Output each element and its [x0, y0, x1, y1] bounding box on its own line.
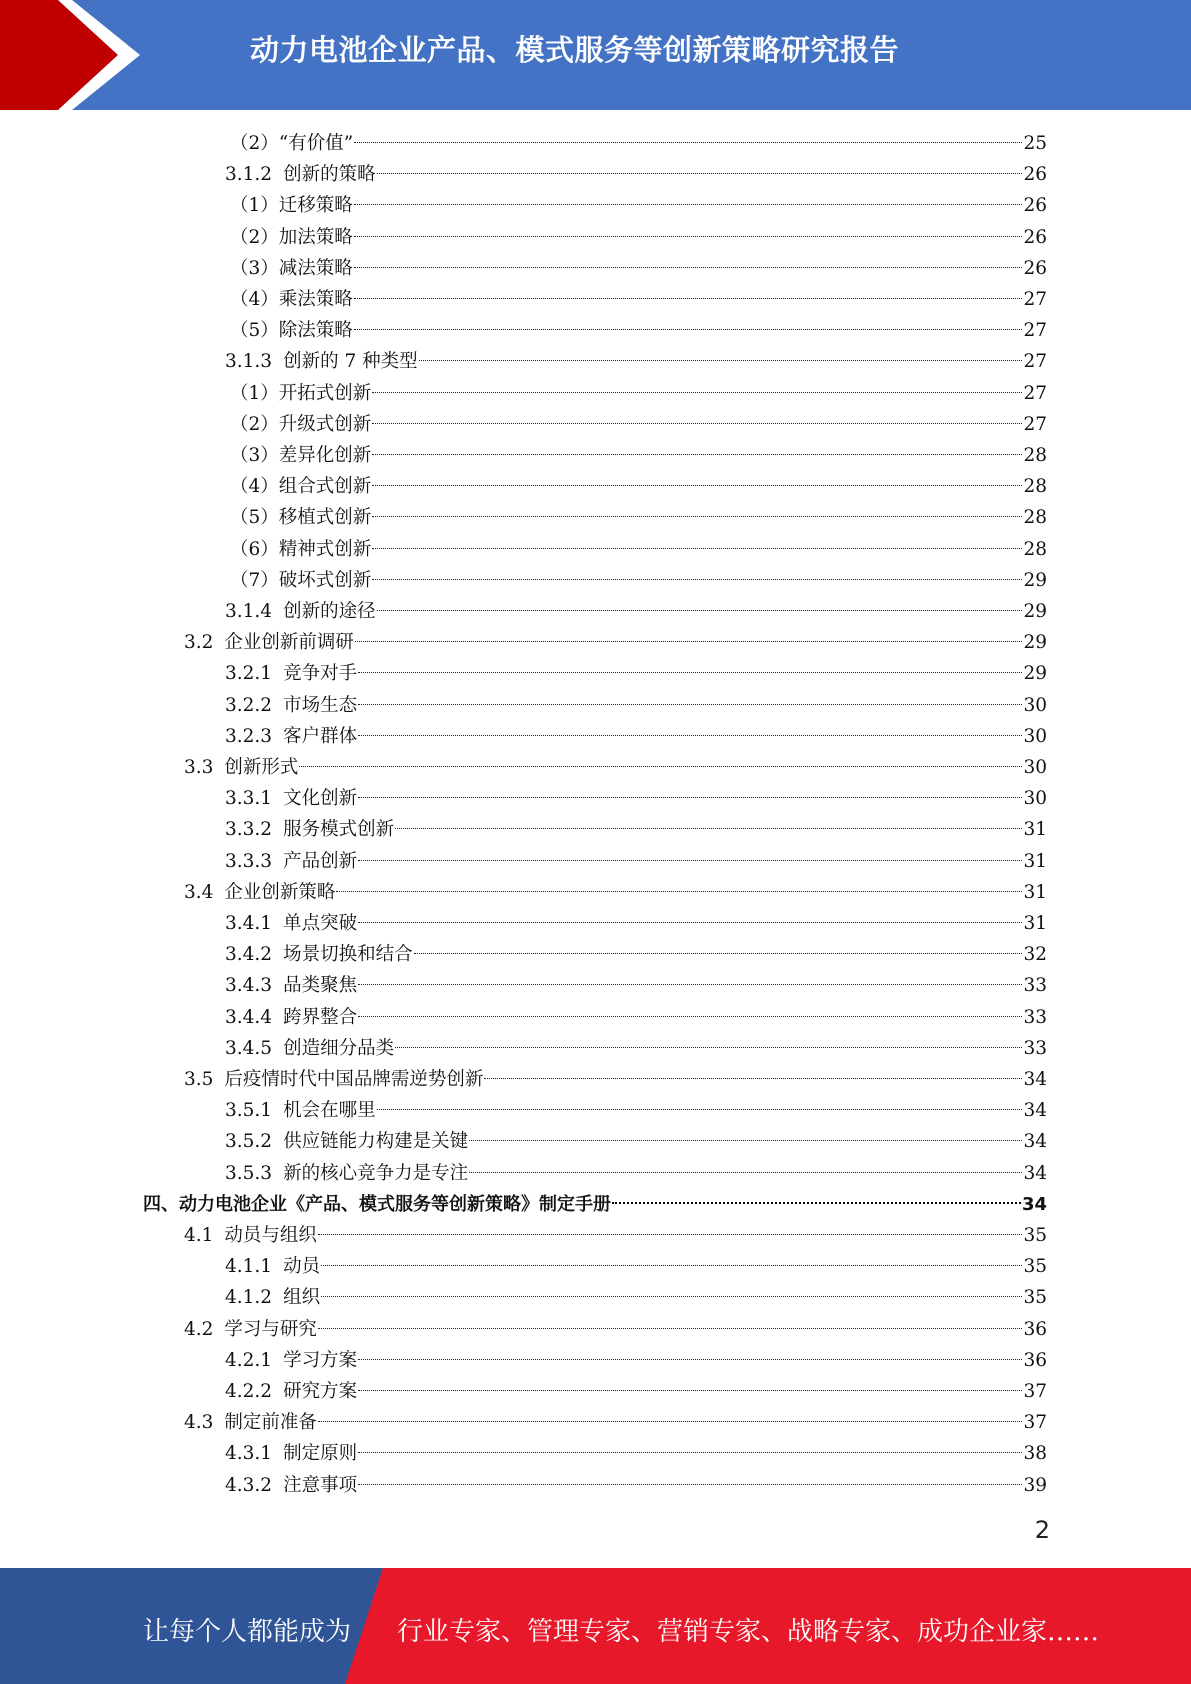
toc-dot-leader — [318, 1234, 1023, 1235]
toc-entry[interactable] — [225, 346, 1047, 377]
toc-entry-page: 38 — [1023, 1443, 1047, 1464]
toc-entry-title: 创新形式 — [224, 757, 299, 778]
toc-entry-number: （2）升级式创新 — [230, 414, 372, 435]
toc-entry-page: 25 — [1023, 133, 1047, 154]
toc-entry-number: 3.4 — [184, 882, 214, 903]
toc-entry-page: 28 — [1023, 445, 1047, 466]
toc-dot-leader — [318, 1328, 1023, 1329]
toc-entry-title: 动员 — [283, 1256, 321, 1277]
toc-dot-leader — [372, 454, 1022, 455]
toc-entry[interactable] — [230, 284, 1047, 315]
toc-dot-leader — [321, 1265, 1022, 1266]
toc-entry-title: 品类聚焦 — [283, 975, 358, 996]
toc-dot-leader — [372, 485, 1022, 486]
toc-entry-page: 35 — [1023, 1225, 1047, 1246]
toc-entry[interactable] — [184, 1314, 1047, 1345]
toc-dot-leader — [484, 1078, 1022, 1079]
toc-entry-number: （3）减法策略 — [230, 258, 353, 279]
toc-dot-leader — [395, 1047, 1022, 1048]
toc-entry-number: 4.3.1 — [225, 1443, 273, 1464]
toc-entry-number: （1）迁移策略 — [230, 195, 353, 216]
toc-entry-title: 服务模式创新 — [283, 819, 395, 840]
toc-entry-number: 3.2.2 — [225, 695, 273, 716]
toc-entry-number: 3.4.2 — [225, 944, 273, 965]
toc-dot-leader — [299, 766, 1022, 767]
toc-dot-leader — [358, 922, 1022, 923]
toc-entry[interactable] — [225, 1376, 1047, 1407]
toc-entry[interactable] — [225, 1033, 1047, 1064]
toc-entry-page: 34 — [1023, 1131, 1047, 1152]
toc-entry-title: 企业创新策略 — [224, 882, 336, 903]
toc-entry[interactable] — [225, 814, 1047, 845]
toc-entry-page: 33 — [1023, 975, 1047, 996]
toc-entry-number: 3.2 — [184, 632, 214, 653]
page-header — [0, 0, 1191, 110]
toc-entry-page: 30 — [1023, 788, 1047, 809]
toc-entry-page: 37 — [1023, 1381, 1047, 1402]
toc-entry-number: （1）开拓式创新 — [230, 383, 372, 404]
toc-entry[interactable] — [230, 471, 1047, 502]
toc-dot-leader — [336, 891, 1022, 892]
toc-entry-page: 37 — [1023, 1412, 1047, 1433]
toc-entry-page: 29 — [1023, 570, 1047, 591]
toc-entry-page: 26 — [1023, 227, 1047, 248]
toc-dot-leader — [358, 1016, 1022, 1017]
toc-dot-leader — [414, 953, 1023, 954]
toc-entry-title: 场景切换和结合 — [283, 944, 413, 965]
toc-entry-title: 新的核心竞争力是专注 — [283, 1163, 469, 1184]
toc-dot-leader — [354, 204, 1023, 205]
toc-entry-number: 3.4.1 — [225, 913, 273, 934]
toc-dot-leader — [372, 423, 1022, 424]
toc-entry[interactable] — [230, 315, 1047, 346]
toc-entry[interactable] — [225, 159, 1047, 190]
toc-entry[interactable] — [184, 752, 1047, 783]
toc-entry-number: 3.4.5 — [225, 1038, 273, 1059]
toc-entry[interactable] — [225, 1158, 1047, 1189]
toc-entry-number: （2）“有价值” — [230, 133, 354, 154]
toc-entry-number: 4.3 — [184, 1412, 214, 1433]
toc-entry[interactable] — [184, 877, 1047, 908]
toc-entry[interactable] — [225, 908, 1047, 939]
toc-entry[interactable] — [225, 1470, 1047, 1501]
toc-dot-leader — [358, 984, 1022, 985]
toc-dot-leader — [377, 1109, 1023, 1110]
report-title: 动力电池企业产品、模式服务等创新策略研究报告 — [250, 33, 900, 67]
toc-entry[interactable] — [230, 378, 1047, 409]
toc-entry-page: 29 — [1023, 632, 1047, 653]
toc-entry[interactable] — [230, 253, 1047, 284]
toc-entry-number: 4.1 — [184, 1225, 214, 1246]
toc-entry[interactable] — [225, 596, 1047, 627]
toc-dot-leader — [372, 392, 1022, 393]
toc-entry-number: 3.3.1 — [225, 788, 273, 809]
toc-entry-page: 28 — [1023, 507, 1047, 528]
toc-dot-leader — [469, 1140, 1022, 1141]
toc-dot-leader — [321, 1296, 1022, 1297]
toc-entry-page: 35 — [1023, 1256, 1047, 1277]
toc-entry-title: 组织 — [283, 1287, 321, 1308]
toc-entry[interactable] — [184, 1407, 1047, 1438]
toc-entry-number: 3.2.3 — [225, 726, 273, 747]
toc-entry-title: 创新的途径 — [283, 601, 376, 622]
toc-entry-number: （2）加法策略 — [230, 227, 353, 248]
toc-entry[interactable] — [225, 939, 1047, 970]
toc-entry-number: 4.1.2 — [225, 1287, 273, 1308]
toc-dot-leader — [358, 797, 1022, 798]
toc-dot-leader — [354, 329, 1023, 330]
toc-entry-number: 3.1.4 — [225, 601, 273, 622]
toc-entry-number: 3.4.3 — [225, 975, 273, 996]
toc-entry-page: 34 — [1023, 1163, 1047, 1184]
toc-entry-page: 28 — [1023, 476, 1047, 497]
toc-entry[interactable] — [225, 846, 1047, 877]
toc-entry-number: 3.2.1 — [225, 663, 273, 684]
toc-entry-page: 31 — [1023, 882, 1047, 903]
toc-entry-number: 3.1.2 — [225, 164, 273, 185]
toc-entry-title: 学习方案 — [283, 1350, 358, 1371]
toc-dot-leader — [377, 173, 1023, 174]
toc-entry-title: 学习与研究 — [224, 1319, 317, 1340]
toc-entry-number: 3.4.4 — [225, 1007, 273, 1028]
footer-slogan-right: 行业专家、管理专家、营销专家、战略专家、成功企业家…… — [397, 1617, 1100, 1647]
toc-dot-leader — [469, 1172, 1022, 1173]
toc-dot-leader — [354, 267, 1023, 268]
toc-dot-leader — [358, 672, 1022, 673]
toc-entry[interactable] — [225, 1282, 1047, 1313]
toc-dot-leader — [377, 610, 1023, 611]
toc-entry-page: 36 — [1023, 1350, 1047, 1371]
toc-entry[interactable] — [230, 565, 1047, 596]
toc-entry-number: （3）差异化创新 — [230, 445, 372, 466]
toc-dot-leader — [355, 641, 1023, 642]
toc-entry-page: 27 — [1023, 289, 1047, 310]
toc-entry-title: 后疫情时代中国品牌需逆势创新 — [224, 1069, 484, 1090]
toc-entry-number: 4.1.1 — [225, 1256, 273, 1277]
toc-dot-leader — [372, 579, 1022, 580]
toc-entry-title: 机会在哪里 — [283, 1100, 376, 1121]
toc-entry-number: 3.3 — [184, 757, 214, 778]
toc-entry-title: 企业创新前调研 — [224, 632, 354, 653]
toc-entry-page: 26 — [1023, 258, 1047, 279]
toc-entry-page: 31 — [1023, 819, 1047, 840]
toc-entry-title: 跨界整合 — [283, 1007, 358, 1028]
toc-dot-leader — [358, 1484, 1022, 1485]
toc-entry-title: 创新的 7 种类型 — [283, 351, 418, 372]
toc-entry-title: 文化创新 — [283, 788, 358, 809]
toc-entry-page: 34 — [1023, 1069, 1047, 1090]
toc-entry-title: 动员与组织 — [224, 1225, 317, 1246]
toc-entry-number: （5）移植式创新 — [230, 507, 372, 528]
toc-entry-number: （4）乘法策略 — [230, 289, 353, 310]
toc-entry[interactable] — [184, 1064, 1047, 1095]
toc-entry[interactable] — [225, 721, 1047, 752]
toc-entry-title: 单点突破 — [283, 913, 358, 934]
toc-entry-number: 3.3.2 — [225, 819, 273, 840]
page-number: 2 — [1034, 1516, 1050, 1544]
toc-dot-leader — [358, 704, 1022, 705]
toc-entry-page: 28 — [1023, 539, 1047, 560]
toc-entry-page: 30 — [1023, 757, 1047, 778]
toc-entry-page: 27 — [1023, 414, 1047, 435]
toc-entry-page: 30 — [1023, 695, 1047, 716]
toc-entry[interactable] — [230, 409, 1047, 440]
toc-entry-page: 36 — [1023, 1319, 1047, 1340]
toc-entry-title: 客户群体 — [283, 726, 358, 747]
header-chevron-decoration — [0, 0, 150, 110]
toc-entry-number: （7）破坏式创新 — [230, 570, 372, 591]
toc-dot-leader — [372, 516, 1022, 517]
toc-entry-title: 注意事项 — [283, 1475, 358, 1496]
toc-entry[interactable] — [230, 190, 1047, 221]
toc-entry-page: 26 — [1023, 195, 1047, 216]
toc-entry-page: 27 — [1023, 320, 1047, 341]
toc-entry-title: 产品创新 — [283, 851, 358, 872]
toc-entry-page: 33 — [1023, 1038, 1047, 1059]
toc-entry-page: 31 — [1023, 851, 1047, 872]
toc-entry-title: 制定原则 — [283, 1443, 358, 1464]
toc-entry-page: 39 — [1023, 1475, 1047, 1496]
toc-entry-number: 3.5.2 — [225, 1131, 273, 1152]
toc-dot-leader — [419, 360, 1023, 361]
toc-entry-number: （6）精神式创新 — [230, 539, 372, 560]
toc-entry-page: 34 — [1021, 1194, 1047, 1215]
toc-entry-page: 26 — [1023, 164, 1047, 185]
toc-entry[interactable] — [225, 783, 1047, 814]
toc-entry[interactable] — [143, 1189, 1047, 1220]
toc-entry-number: 4.3.2 — [225, 1475, 273, 1496]
toc-entry[interactable] — [225, 1126, 1047, 1157]
toc-entry-page: 33 — [1023, 1007, 1047, 1028]
toc-entry-title: 制定前准备 — [224, 1412, 317, 1433]
toc-entry-title: 竞争对手 — [283, 663, 358, 684]
toc-entry[interactable] — [230, 222, 1047, 253]
toc-entry-number: 4.2.2 — [225, 1381, 273, 1402]
footer-slogan-left: 让每个人都能成为 — [143, 1617, 352, 1647]
toc-dot-leader — [358, 860, 1022, 861]
toc-entry-page: 31 — [1023, 913, 1047, 934]
toc-entry-number: （4）组合式创新 — [230, 476, 372, 497]
toc-entry[interactable] — [230, 440, 1047, 471]
toc-entry[interactable] — [225, 1095, 1047, 1126]
toc-entry[interactable] — [225, 1438, 1047, 1469]
toc-entry-page: 35 — [1023, 1287, 1047, 1308]
toc-entry[interactable] — [225, 1002, 1047, 1033]
toc-entry-title: 创新的策略 — [283, 164, 376, 185]
toc-entry-page: 29 — [1023, 601, 1047, 622]
toc-entry-title: 供应链能力构建是关键 — [283, 1131, 469, 1152]
toc-entry[interactable] — [230, 534, 1047, 565]
toc-entry[interactable] — [230, 502, 1047, 533]
toc-entry-page: 32 — [1023, 944, 1047, 965]
toc-entry[interactable] — [184, 627, 1047, 658]
toc-dot-leader — [358, 1390, 1022, 1391]
toc-entry[interactable] — [225, 658, 1047, 689]
toc-entry-page: 30 — [1023, 726, 1047, 747]
toc-entry-number: 4.2.1 — [225, 1350, 273, 1371]
toc-entry-number: 3.5.1 — [225, 1100, 273, 1121]
toc-entry-number: 3.5 — [184, 1069, 214, 1090]
toc-entry-number: 3.3.3 — [225, 851, 273, 872]
toc-entry[interactable] — [230, 128, 1047, 159]
toc-dot-leader — [612, 1202, 1021, 1204]
toc-entry-number: 4.2 — [184, 1319, 214, 1340]
toc-entry-number: 3.1.3 — [225, 351, 273, 372]
toc-entry[interactable] — [184, 1220, 1047, 1251]
toc-entry-number: 四、动力电池企业《产品、模式服务等创新策略》制定手册 — [143, 1194, 611, 1215]
toc-dot-leader — [354, 142, 1022, 143]
toc-dot-leader — [354, 298, 1023, 299]
toc-entry-page: 27 — [1023, 351, 1047, 372]
toc-entry[interactable] — [225, 1251, 1047, 1282]
toc-entry[interactable] — [225, 690, 1047, 721]
toc-dot-leader — [372, 548, 1022, 549]
toc-entry-number: （5）除法策略 — [230, 320, 353, 341]
toc-dot-leader — [358, 1359, 1022, 1360]
toc-entry-title: 市场生态 — [283, 695, 358, 716]
toc-dot-leader — [358, 735, 1022, 736]
toc-entry-title: 创造细分品类 — [283, 1038, 395, 1059]
toc-dot-leader — [395, 828, 1022, 829]
toc-entry[interactable] — [225, 970, 1047, 1001]
toc-entry-title: 研究方案 — [283, 1381, 358, 1402]
toc-entry-page: 34 — [1023, 1100, 1047, 1121]
toc-dot-leader — [358, 1452, 1022, 1453]
toc-entry-page: 29 — [1023, 663, 1047, 684]
toc-entry[interactable] — [225, 1345, 1047, 1376]
toc-entry-page: 27 — [1023, 383, 1047, 404]
toc-entry-number: 3.5.3 — [225, 1163, 273, 1184]
toc-dot-leader — [354, 236, 1023, 237]
toc-dot-leader — [318, 1421, 1023, 1422]
